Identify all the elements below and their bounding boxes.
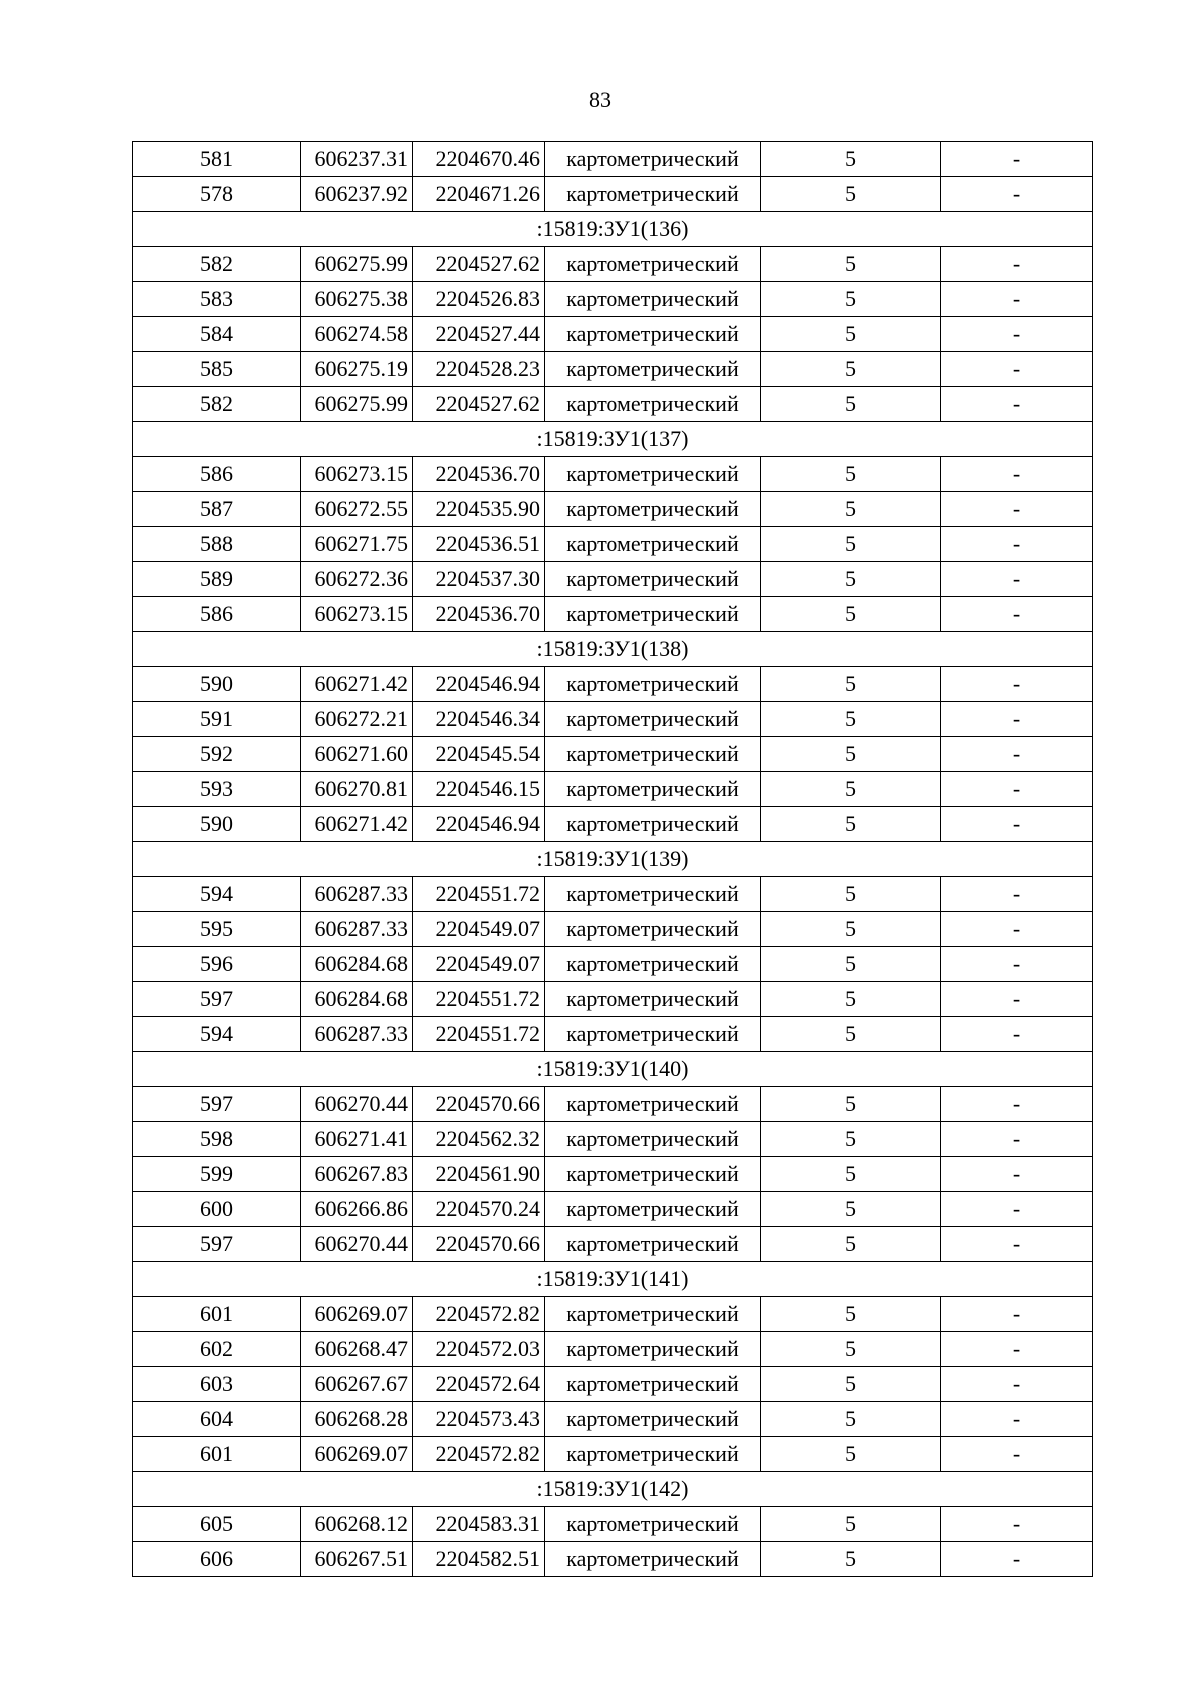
point-id-cell: 584 [133, 317, 301, 352]
accuracy-cell: 5 [761, 352, 941, 387]
table-row [133, 1542, 1093, 1577]
table-row [133, 1017, 1093, 1052]
point-id-cell: 606 [133, 1542, 301, 1577]
accuracy-cell: 5 [761, 457, 941, 492]
note-cell: - [941, 562, 1093, 597]
table-row [133, 387, 1093, 422]
y-coordinate-cell: 2204561.90 [413, 1157, 545, 1192]
method-cell: картометрический [545, 1507, 761, 1542]
table-row [133, 912, 1093, 947]
method-cell: картометрический [545, 1402, 761, 1437]
note-cell: - [941, 1332, 1093, 1367]
point-id-cell: 594 [133, 877, 301, 912]
note-cell: - [941, 247, 1093, 282]
x-coordinate-cell: 606284.68 [301, 947, 413, 982]
method-cell: картометрический [545, 247, 761, 282]
note-cell: - [941, 667, 1093, 702]
x-coordinate-cell: 606269.07 [301, 1437, 413, 1472]
y-coordinate-cell: 2204572.64 [413, 1367, 545, 1402]
method-cell: картометрический [545, 807, 761, 842]
table-row [133, 1157, 1093, 1192]
table-row [133, 562, 1093, 597]
x-coordinate-cell: 606268.47 [301, 1332, 413, 1367]
table-row [133, 1402, 1093, 1437]
method-cell: картометрический [545, 1367, 761, 1402]
table-row [133, 1507, 1093, 1542]
point-id-cell: 597 [133, 982, 301, 1017]
y-coordinate-cell: 2204546.15 [413, 772, 545, 807]
accuracy-cell: 5 [761, 877, 941, 912]
table-row [133, 247, 1093, 282]
y-coordinate-cell: 2204536.51 [413, 527, 545, 562]
y-coordinate-cell: 2204551.72 [413, 877, 545, 912]
table-row [133, 282, 1093, 317]
x-coordinate-cell: 606287.33 [301, 1017, 413, 1052]
note-cell: - [941, 352, 1093, 387]
x-coordinate-cell: 606267.67 [301, 1367, 413, 1402]
y-coordinate-cell: 2204546.34 [413, 702, 545, 737]
x-coordinate-cell: 606267.51 [301, 1542, 413, 1577]
note-cell: - [941, 1017, 1093, 1052]
accuracy-cell: 5 [761, 1157, 941, 1192]
table-row [133, 702, 1093, 737]
y-coordinate-cell: 2204527.44 [413, 317, 545, 352]
x-coordinate-cell: 606268.28 [301, 1402, 413, 1437]
y-coordinate-cell: 2204670.46 [413, 142, 545, 177]
point-id-cell: 595 [133, 912, 301, 947]
x-coordinate-cell: 606273.15 [301, 597, 413, 632]
method-cell: картометрический [545, 1122, 761, 1157]
point-id-cell: 589 [133, 562, 301, 597]
accuracy-cell: 5 [761, 737, 941, 772]
accuracy-cell: 5 [761, 1367, 941, 1402]
accuracy-cell: 5 [761, 247, 941, 282]
x-coordinate-cell: 606270.81 [301, 772, 413, 807]
note-cell: - [941, 457, 1093, 492]
method-cell: картометрический [545, 1017, 761, 1052]
note-cell: - [941, 1087, 1093, 1122]
accuracy-cell: 5 [761, 702, 941, 737]
note-cell: - [941, 737, 1093, 772]
point-id-cell: 598 [133, 1122, 301, 1157]
table-row [133, 1332, 1093, 1367]
section-title: :15819:ЗУ1(141) [133, 1262, 1093, 1297]
method-cell: картометрический [545, 737, 761, 772]
x-coordinate-cell: 606271.60 [301, 737, 413, 772]
x-coordinate-cell: 606271.42 [301, 807, 413, 842]
accuracy-cell: 5 [761, 142, 941, 177]
x-coordinate-cell: 606274.58 [301, 317, 413, 352]
point-id-cell: 585 [133, 352, 301, 387]
y-coordinate-cell: 2204546.94 [413, 807, 545, 842]
point-id-cell: 588 [133, 527, 301, 562]
accuracy-cell: 5 [761, 1227, 941, 1262]
section-row [133, 1472, 1093, 1507]
section-row [133, 212, 1093, 247]
x-coordinate-cell: 606266.86 [301, 1192, 413, 1227]
note-cell: - [941, 1157, 1093, 1192]
y-coordinate-cell: 2204562.32 [413, 1122, 545, 1157]
y-coordinate-cell: 2204527.62 [413, 247, 545, 282]
y-coordinate-cell: 2204528.23 [413, 352, 545, 387]
note-cell: - [941, 1437, 1093, 1472]
section-row [133, 1262, 1093, 1297]
note-cell: - [941, 597, 1093, 632]
accuracy-cell: 5 [761, 597, 941, 632]
point-id-cell: 605 [133, 1507, 301, 1542]
note-cell: - [941, 142, 1093, 177]
note-cell: - [941, 1122, 1093, 1157]
method-cell: картометрический [545, 1332, 761, 1367]
accuracy-cell: 5 [761, 1437, 941, 1472]
coordinates-table [132, 141, 1093, 1577]
point-id-cell: 593 [133, 772, 301, 807]
table-row [133, 1437, 1093, 1472]
point-id-cell: 597 [133, 1227, 301, 1262]
point-id-cell: 592 [133, 737, 301, 772]
note-cell: - [941, 387, 1093, 422]
method-cell: картометрический [545, 1297, 761, 1332]
table-row [133, 982, 1093, 1017]
table-row [133, 317, 1093, 352]
method-cell: картометрический [545, 1542, 761, 1577]
method-cell: картометрический [545, 1192, 761, 1227]
table-row [133, 492, 1093, 527]
x-coordinate-cell: 606275.99 [301, 387, 413, 422]
point-id-cell: 596 [133, 947, 301, 982]
accuracy-cell: 5 [761, 1402, 941, 1437]
method-cell: картометрический [545, 1227, 761, 1262]
point-id-cell: 587 [133, 492, 301, 527]
note-cell: - [941, 1192, 1093, 1227]
x-coordinate-cell: 606287.33 [301, 912, 413, 947]
y-coordinate-cell: 2204572.82 [413, 1437, 545, 1472]
y-coordinate-cell: 2204549.07 [413, 912, 545, 947]
x-coordinate-cell: 606271.75 [301, 527, 413, 562]
accuracy-cell: 5 [761, 1087, 941, 1122]
method-cell: картометрический [545, 282, 761, 317]
x-coordinate-cell: 606275.99 [301, 247, 413, 282]
y-coordinate-cell: 2204570.66 [413, 1227, 545, 1262]
x-coordinate-cell: 606271.42 [301, 667, 413, 702]
note-cell: - [941, 1542, 1093, 1577]
y-coordinate-cell: 2204573.43 [413, 1402, 545, 1437]
accuracy-cell: 5 [761, 772, 941, 807]
point-id-cell: 604 [133, 1402, 301, 1437]
table-row [133, 597, 1093, 632]
y-coordinate-cell: 2204549.07 [413, 947, 545, 982]
point-id-cell: 600 [133, 1192, 301, 1227]
accuracy-cell: 5 [761, 947, 941, 982]
table-row [133, 737, 1093, 772]
section-title: :15819:ЗУ1(142) [133, 1472, 1093, 1507]
table-row [133, 1297, 1093, 1332]
x-coordinate-cell: 606237.31 [301, 142, 413, 177]
method-cell: картометрический [545, 912, 761, 947]
point-id-cell: 582 [133, 247, 301, 282]
note-cell: - [941, 527, 1093, 562]
point-id-cell: 601 [133, 1297, 301, 1332]
point-id-cell: 599 [133, 1157, 301, 1192]
method-cell: картометрический [545, 527, 761, 562]
method-cell: картометрический [545, 177, 761, 212]
y-coordinate-cell: 2204546.94 [413, 667, 545, 702]
point-id-cell: 583 [133, 282, 301, 317]
table-row [133, 1087, 1093, 1122]
note-cell: - [941, 1402, 1093, 1437]
accuracy-cell: 5 [761, 282, 941, 317]
note-cell: - [941, 912, 1093, 947]
table-row [133, 1192, 1093, 1227]
point-id-cell: 590 [133, 807, 301, 842]
x-coordinate-cell: 606268.12 [301, 1507, 413, 1542]
point-id-cell: 601 [133, 1437, 301, 1472]
table-row [133, 772, 1093, 807]
x-coordinate-cell: 606267.83 [301, 1157, 413, 1192]
point-id-cell: 581 [133, 142, 301, 177]
accuracy-cell: 5 [761, 492, 941, 527]
note-cell: - [941, 1507, 1093, 1542]
x-coordinate-cell: 606273.15 [301, 457, 413, 492]
table-row [133, 142, 1093, 177]
x-coordinate-cell: 606275.19 [301, 352, 413, 387]
point-id-cell: 591 [133, 702, 301, 737]
method-cell: картометрический [545, 492, 761, 527]
accuracy-cell: 5 [761, 1297, 941, 1332]
method-cell: картометрический [545, 457, 761, 492]
section-title: :15819:ЗУ1(138) [133, 632, 1093, 667]
table-row [133, 947, 1093, 982]
table-row [133, 527, 1093, 562]
method-cell: картометрический [545, 142, 761, 177]
x-coordinate-cell: 606269.07 [301, 1297, 413, 1332]
note-cell: - [941, 877, 1093, 912]
method-cell: картометрический [545, 317, 761, 352]
y-coordinate-cell: 2204527.62 [413, 387, 545, 422]
x-coordinate-cell: 606275.38 [301, 282, 413, 317]
note-cell: - [941, 772, 1093, 807]
y-coordinate-cell: 2204536.70 [413, 457, 545, 492]
accuracy-cell: 5 [761, 527, 941, 562]
point-id-cell: 586 [133, 457, 301, 492]
y-coordinate-cell: 2204536.70 [413, 597, 545, 632]
note-cell: - [941, 702, 1093, 737]
note-cell: - [941, 947, 1093, 982]
section-row [133, 632, 1093, 667]
x-coordinate-cell: 606270.44 [301, 1227, 413, 1262]
accuracy-cell: 5 [761, 667, 941, 702]
accuracy-cell: 5 [761, 982, 941, 1017]
method-cell: картометрический [545, 702, 761, 737]
method-cell: картометрический [545, 667, 761, 702]
note-cell: - [941, 1227, 1093, 1262]
table-row [133, 667, 1093, 702]
note-cell: - [941, 1367, 1093, 1402]
note-cell: - [941, 982, 1093, 1017]
note-cell: - [941, 492, 1093, 527]
section-title: :15819:ЗУ1(137) [133, 422, 1093, 457]
table-row [133, 352, 1093, 387]
method-cell: картометрический [545, 1087, 761, 1122]
y-coordinate-cell: 2204570.24 [413, 1192, 545, 1227]
section-row [133, 1052, 1093, 1087]
table-row [133, 1122, 1093, 1157]
x-coordinate-cell: 606237.92 [301, 177, 413, 212]
method-cell: картометрический [545, 387, 761, 422]
y-coordinate-cell: 2204671.26 [413, 177, 545, 212]
y-coordinate-cell: 2204572.82 [413, 1297, 545, 1332]
y-coordinate-cell: 2204572.03 [413, 1332, 545, 1367]
accuracy-cell: 5 [761, 317, 941, 352]
accuracy-cell: 5 [761, 387, 941, 422]
table-row [133, 1367, 1093, 1402]
accuracy-cell: 5 [761, 1017, 941, 1052]
x-coordinate-cell: 606270.44 [301, 1087, 413, 1122]
accuracy-cell: 5 [761, 912, 941, 947]
method-cell: картометрический [545, 352, 761, 387]
page-number: 83 [589, 87, 611, 112]
method-cell: картометрический [545, 562, 761, 597]
coordinates-table-body [133, 142, 1093, 1577]
table-row [133, 177, 1093, 212]
table-row [133, 1227, 1093, 1262]
table-row [133, 807, 1093, 842]
y-coordinate-cell: 2204535.90 [413, 492, 545, 527]
accuracy-cell: 5 [761, 1542, 941, 1577]
y-coordinate-cell: 2204583.31 [413, 1507, 545, 1542]
section-title: :15819:ЗУ1(140) [133, 1052, 1093, 1087]
point-id-cell: 582 [133, 387, 301, 422]
method-cell: картометрический [545, 1157, 761, 1192]
section-row [133, 842, 1093, 877]
y-coordinate-cell: 2204582.51 [413, 1542, 545, 1577]
accuracy-cell: 5 [761, 177, 941, 212]
y-coordinate-cell: 2204551.72 [413, 1017, 545, 1052]
y-coordinate-cell: 2204526.83 [413, 282, 545, 317]
point-id-cell: 603 [133, 1367, 301, 1402]
point-id-cell: 578 [133, 177, 301, 212]
method-cell: картометрический [545, 877, 761, 912]
method-cell: картометрический [545, 947, 761, 982]
method-cell: картометрический [545, 982, 761, 1017]
x-coordinate-cell: 606284.68 [301, 982, 413, 1017]
accuracy-cell: 5 [761, 1192, 941, 1227]
method-cell: картометрический [545, 1437, 761, 1472]
y-coordinate-cell: 2204545.54 [413, 737, 545, 772]
point-id-cell: 594 [133, 1017, 301, 1052]
accuracy-cell: 5 [761, 1122, 941, 1157]
method-cell: картометрический [545, 597, 761, 632]
section-row [133, 422, 1093, 457]
accuracy-cell: 5 [761, 1332, 941, 1367]
point-id-cell: 586 [133, 597, 301, 632]
point-id-cell: 590 [133, 667, 301, 702]
point-id-cell: 602 [133, 1332, 301, 1367]
x-coordinate-cell: 606272.55 [301, 492, 413, 527]
accuracy-cell: 5 [761, 1507, 941, 1542]
note-cell: - [941, 807, 1093, 842]
note-cell: - [941, 177, 1093, 212]
method-cell: картометрический [545, 772, 761, 807]
accuracy-cell: 5 [761, 807, 941, 842]
y-coordinate-cell: 2204551.72 [413, 982, 545, 1017]
table-row [133, 457, 1093, 492]
note-cell: - [941, 1297, 1093, 1332]
x-coordinate-cell: 606272.21 [301, 702, 413, 737]
table-row [133, 877, 1093, 912]
x-coordinate-cell: 606271.41 [301, 1122, 413, 1157]
y-coordinate-cell: 2204537.30 [413, 562, 545, 597]
y-coordinate-cell: 2204570.66 [413, 1087, 545, 1122]
x-coordinate-cell: 606287.33 [301, 877, 413, 912]
accuracy-cell: 5 [761, 562, 941, 597]
note-cell: - [941, 282, 1093, 317]
point-id-cell: 597 [133, 1087, 301, 1122]
section-title: :15819:ЗУ1(136) [133, 212, 1093, 247]
note-cell: - [941, 317, 1093, 352]
x-coordinate-cell: 606272.36 [301, 562, 413, 597]
section-title: :15819:ЗУ1(139) [133, 842, 1093, 877]
